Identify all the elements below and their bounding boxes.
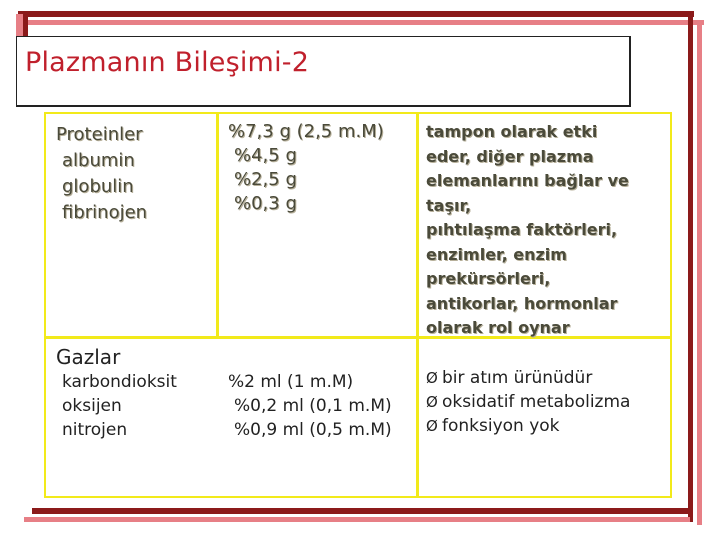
note-text: oksidatif metabolizma [442,392,631,412]
gazlar-header: Gazlar [56,345,121,369]
arrow-bullet-icon: Ø [426,393,438,411]
note-line: tampon olarak etki [426,122,598,141]
label-globulin: globulin [62,176,134,197]
label-oksijen: oksijen [62,396,122,416]
arrow-bullet-icon: Ø [426,369,438,387]
note-line: eder, diğer plazma [426,146,594,166]
note-text: bir atım ürünüdür [442,368,593,388]
note-line: taşır, [426,195,472,215]
top-bar-pink [28,20,704,25]
label-albumin: albumin [62,150,135,171]
right-bar-pink [697,25,702,525]
note-line: elemanlarını bağlar ve [426,171,629,190]
value-globulin: %2,5 g [234,169,297,190]
row2-labels [56,344,177,442]
value-o2: %0,2 ml (0,1 m.M) [234,396,392,416]
note-line: antikorlar, hormonlar [426,293,618,313]
title-box [16,36,631,107]
value-fibrinojen: %0,3 g [234,193,297,214]
label-karbondioksit: karbondioksit [62,372,177,392]
value-co2: %2 ml (1 m.M) [228,372,354,392]
row2-notes [426,366,630,438]
note-line: prekürsörleri, [426,269,551,288]
bottom-bar-dark [32,508,692,514]
top-bar-dark [18,11,694,17]
note-bullet-3 [426,414,630,438]
row1-notes [426,120,629,341]
value-n2: %0,9 ml (0,5 m.M) [234,420,392,440]
row2-values [228,370,392,442]
right-bar-dark [688,12,693,522]
label-fibrinojen: fibrinojen [62,202,148,223]
note-line: olarak rol oynar [426,318,570,337]
value-total-protein: %7,3 g (2,5 m.M) [228,121,384,142]
arrow-bullet-icon: Ø [426,417,438,435]
note-bullet-2 [426,390,630,414]
page-title: Plazmanın Bileşimi-2 [25,47,310,78]
row1-values [228,120,384,216]
col-divider-2 [416,114,419,496]
col-divider-1 [216,114,219,336]
label-nitrojen: nitrojen [62,420,128,440]
note-text: fonksiyon yok [442,416,560,436]
note-line: enzimler, enzim [426,244,567,264]
content-table [44,112,672,498]
label-proteinler: Proteinler [56,124,143,145]
value-albumin: %4,5 g [234,145,297,166]
note-bullet-1 [426,366,630,390]
bottom-bar-pink [24,517,690,522]
note-line: pıhtılaşma faktörleri, [426,220,618,239]
row1-labels [56,122,147,226]
